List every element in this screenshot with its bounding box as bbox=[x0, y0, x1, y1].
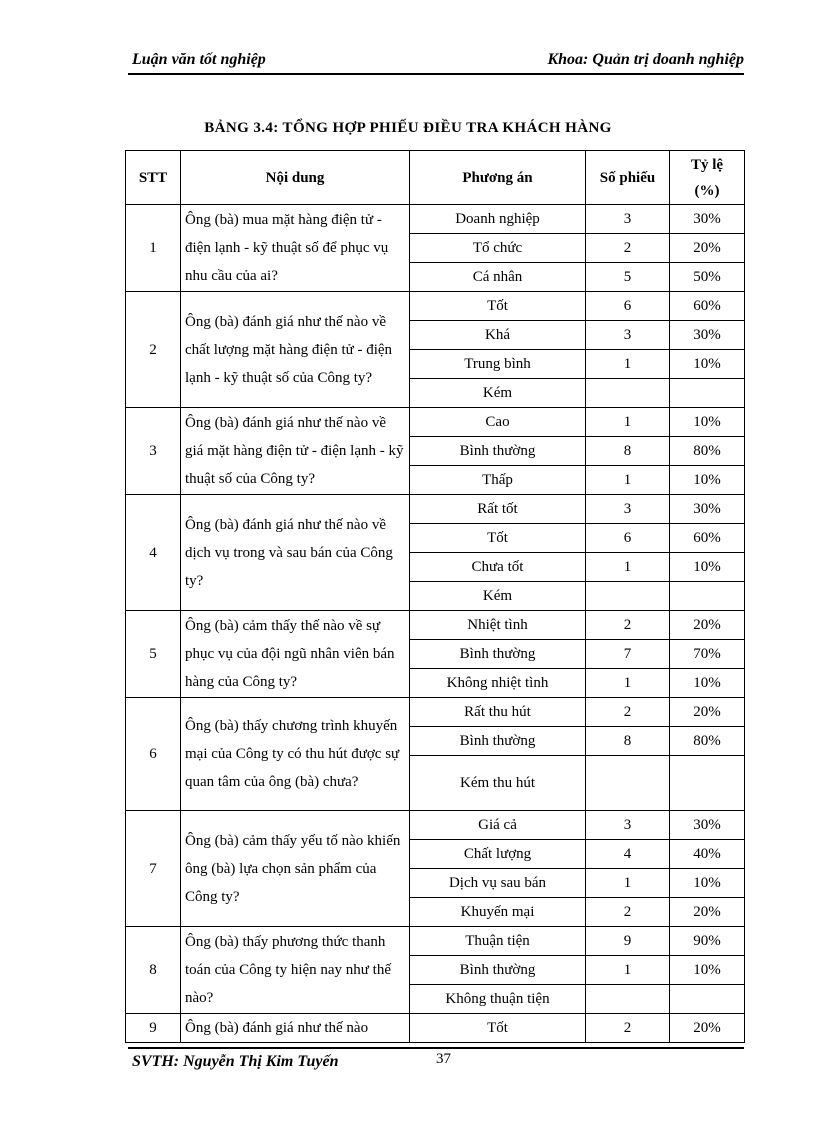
table-title: BẢNG 3.4: TỔNG HỢP PHIẾU ĐIỀU TRA KHÁCH HÀNG bbox=[204, 120, 612, 136]
row-count: 4 bbox=[586, 840, 670, 869]
row-percent: 10% bbox=[670, 350, 745, 379]
row-option: Bình thường bbox=[410, 956, 586, 985]
row-option: Rất tốt bbox=[410, 495, 586, 524]
row-count bbox=[586, 985, 670, 1014]
col-header-pct-line2: (%) bbox=[694, 182, 720, 199]
row-percent: 50% bbox=[670, 263, 745, 292]
table-row bbox=[126, 611, 745, 640]
row-question: Ông (bà) mua mặt hàng điện tử - điện lạnh - kỹ thuật số để phục vụ nhu cầu của ai? bbox=[181, 205, 410, 292]
row-count bbox=[586, 379, 670, 408]
row-stt: 3 bbox=[126, 408, 181, 495]
row-option: Nhiệt tình bbox=[410, 611, 586, 640]
row-stt: 5 bbox=[126, 611, 181, 698]
row-count: 1 bbox=[586, 956, 670, 985]
row-count: 2 bbox=[586, 1014, 670, 1043]
table-row bbox=[126, 927, 745, 956]
row-option: Doanh nghiệp bbox=[410, 205, 586, 234]
row-count: 6 bbox=[586, 292, 670, 321]
row-percent bbox=[670, 985, 745, 1014]
row-option: Tổ chức bbox=[410, 234, 586, 263]
row-percent: 20% bbox=[670, 234, 745, 263]
row-count: 8 bbox=[586, 727, 670, 756]
row-option: Cao bbox=[410, 408, 586, 437]
table-row bbox=[126, 495, 745, 524]
header-left: Luận văn tốt nghiệp bbox=[132, 51, 266, 68]
row-percent bbox=[670, 582, 745, 611]
row-percent: 40% bbox=[670, 840, 745, 869]
row-question: Ông (bà) cảm thấy thế nào về sự phục vụ của đội ngũ nhân viên bán hàng của Công ty? bbox=[181, 611, 410, 698]
row-count: 3 bbox=[586, 321, 670, 350]
row-count: 2 bbox=[586, 698, 670, 727]
col-header-stt: STT bbox=[126, 151, 181, 205]
row-percent bbox=[670, 756, 745, 811]
row-count: 5 bbox=[586, 263, 670, 292]
row-stt: 8 bbox=[126, 927, 181, 1014]
row-option: Chưa tốt bbox=[410, 553, 586, 582]
table-row bbox=[126, 408, 745, 437]
row-option: Thuận tiện bbox=[410, 927, 586, 956]
row-option: Dịch vụ sau bán bbox=[410, 869, 586, 898]
row-option: Không thuận tiện bbox=[410, 985, 586, 1014]
row-percent: 10% bbox=[670, 669, 745, 698]
row-option: Bình thường bbox=[410, 437, 586, 466]
row-option: Bình thường bbox=[410, 727, 586, 756]
row-percent: 20% bbox=[670, 1014, 745, 1043]
row-count: 7 bbox=[586, 640, 670, 669]
row-percent: 90% bbox=[670, 927, 745, 956]
row-percent: 30% bbox=[670, 495, 745, 524]
row-option: Bình thường bbox=[410, 640, 586, 669]
row-option: Tốt bbox=[410, 292, 586, 321]
row-option: Kém bbox=[410, 582, 586, 611]
header-right: Khoa: Quản trị doanh nghiệp bbox=[547, 51, 744, 68]
table-row bbox=[126, 811, 745, 840]
row-count: 1 bbox=[586, 869, 670, 898]
page-number: 37 bbox=[436, 1051, 451, 1067]
col-header-count: Số phiếu bbox=[586, 151, 670, 205]
col-header-pct-line1: Tỷ lệ bbox=[690, 156, 724, 173]
table-header-row bbox=[126, 151, 745, 205]
row-percent: 10% bbox=[670, 553, 745, 582]
row-stt: 4 bbox=[126, 495, 181, 611]
row-option: Chất lượng bbox=[410, 840, 586, 869]
footer-divider bbox=[128, 1047, 744, 1049]
row-percent: 10% bbox=[670, 466, 745, 495]
row-percent: 80% bbox=[670, 727, 745, 756]
row-option: Khuyến mại bbox=[410, 898, 586, 927]
col-header-pct bbox=[670, 151, 745, 205]
row-percent bbox=[670, 379, 745, 408]
row-percent: 10% bbox=[670, 869, 745, 898]
table-row bbox=[126, 1014, 745, 1043]
row-stt: 2 bbox=[126, 292, 181, 408]
row-count bbox=[586, 756, 670, 811]
row-percent: 80% bbox=[670, 437, 745, 466]
row-count: 1 bbox=[586, 408, 670, 437]
row-percent: 30% bbox=[670, 321, 745, 350]
row-question: Ông (bà) đánh giá như thế nào về dịch vụ trong và sau bán của Công ty? bbox=[181, 495, 410, 611]
table-row bbox=[126, 205, 745, 234]
row-option: Khá bbox=[410, 321, 586, 350]
row-count bbox=[586, 582, 670, 611]
row-option: Giá cả bbox=[410, 811, 586, 840]
row-percent: 30% bbox=[670, 811, 745, 840]
row-option: Rất thu hút bbox=[410, 698, 586, 727]
row-count: 2 bbox=[586, 611, 670, 640]
row-question: Ông (bà) đánh giá như thế nào về chất lượng mặt hàng điện tử - điện lạnh - kỹ thuật số của Công ty? bbox=[181, 292, 410, 408]
col-header-option: Phương án bbox=[410, 151, 586, 205]
survey-table bbox=[125, 150, 745, 1043]
row-percent: 10% bbox=[670, 956, 745, 985]
row-percent: 70% bbox=[670, 640, 745, 669]
row-count: 3 bbox=[586, 495, 670, 524]
row-option: Không nhiệt tình bbox=[410, 669, 586, 698]
row-stt: 6 bbox=[126, 698, 181, 811]
row-count: 8 bbox=[586, 437, 670, 466]
col-header-content: Nội dung bbox=[181, 151, 410, 205]
row-count: 1 bbox=[586, 669, 670, 698]
row-option: Tốt bbox=[410, 524, 586, 553]
row-option: Trung bình bbox=[410, 350, 586, 379]
row-percent: 30% bbox=[670, 205, 745, 234]
row-question: Ông (bà) cảm thấy yếu tố nào khiến ông (bà) lựa chọn sản phẩm của Công ty? bbox=[181, 811, 410, 927]
row-question: Ông (bà) đánh giá như thế nào về giá mặt hàng điện tử - điện lạnh - kỹ thuật số của Công ty? bbox=[181, 408, 410, 495]
footer-author: SVTH: Nguyễn Thị Kim Tuyến bbox=[132, 1053, 339, 1070]
row-percent: 10% bbox=[670, 408, 745, 437]
row-question: Ông (bà) thấy phương thức thanh toán của Công ty hiện nay như thế nào? bbox=[181, 927, 410, 1014]
row-count: 1 bbox=[586, 466, 670, 495]
row-stt: 1 bbox=[126, 205, 181, 292]
table-row bbox=[126, 698, 745, 727]
row-count: 2 bbox=[586, 234, 670, 263]
row-count: 6 bbox=[586, 524, 670, 553]
row-question: Ông (bà) đánh giá như thế nào bbox=[181, 1014, 410, 1043]
row-option: Kém thu hút bbox=[410, 756, 586, 811]
row-option: Thấp bbox=[410, 466, 586, 495]
row-percent: 20% bbox=[670, 898, 745, 927]
row-question: Ông (bà) thấy chương trình khuyến mại của Công ty có thu hút được sự quan tâm của ông (bà) chưa? bbox=[181, 698, 410, 811]
row-percent: 60% bbox=[670, 292, 745, 321]
table-row bbox=[126, 292, 745, 321]
row-percent: 20% bbox=[670, 611, 745, 640]
row-count: 3 bbox=[586, 811, 670, 840]
header-divider bbox=[128, 73, 744, 75]
row-percent: 20% bbox=[670, 698, 745, 727]
row-option: Tốt bbox=[410, 1014, 586, 1043]
row-count: 3 bbox=[586, 205, 670, 234]
row-stt: 9 bbox=[126, 1014, 181, 1043]
row-count: 2 bbox=[586, 898, 670, 927]
survey-table-body bbox=[126, 205, 745, 1043]
row-option: Kém bbox=[410, 379, 586, 408]
row-count: 1 bbox=[586, 350, 670, 379]
row-count: 9 bbox=[586, 927, 670, 956]
row-count: 1 bbox=[586, 553, 670, 582]
row-percent: 60% bbox=[670, 524, 745, 553]
row-option: Cá nhân bbox=[410, 263, 586, 292]
row-stt: 7 bbox=[126, 811, 181, 927]
